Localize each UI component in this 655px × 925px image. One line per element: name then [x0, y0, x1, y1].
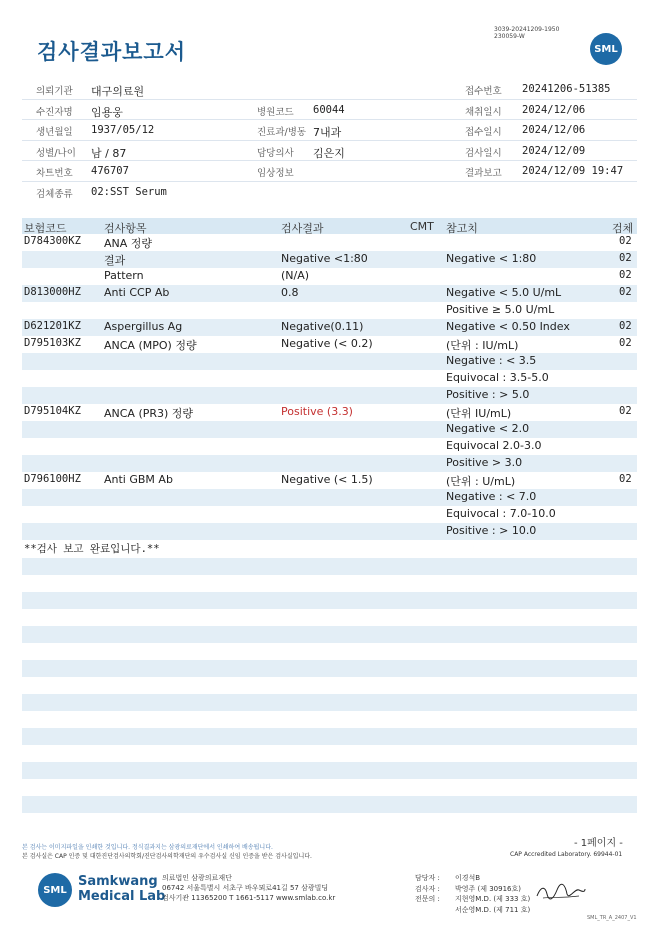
info-row [22, 79, 637, 100]
table-row [22, 268, 637, 285]
table-row [22, 302, 637, 319]
table-row [22, 438, 637, 455]
row-specimen: 02 [619, 235, 632, 247]
table-row [22, 353, 637, 370]
row-item: ANCA (PR3) 정량 [104, 407, 194, 420]
collect-date-label: 채취일시 [465, 106, 502, 118]
row-reference: Negative < 2.0 [446, 422, 530, 435]
accreditation-notice: 본 검사실은 CAP 인증 및 대한진단검사의학회/진단검사의학재단의 우수검사실 신임 인증을 받은 검사실입니다. [22, 853, 312, 860]
row-specimen: 02 [619, 286, 632, 298]
patient-label: 수진자명 [36, 106, 73, 118]
dept-value: 7내과 [313, 126, 342, 139]
address: 06742 서울특별시 서초구 바우뫼로41길 57 삼광빌딩 [162, 884, 329, 892]
lab-address [162, 873, 335, 903]
contact: 검사기관 11365200 T 1661-5117 www.smlab.co.kr [162, 894, 336, 902]
cap-accreditation: CAP Accredited Laboratory. 69944-01 [510, 851, 623, 858]
institution-label: 의뢰기관 [36, 86, 73, 97]
birth-value: 1937/05/12 [91, 124, 155, 136]
test-date-value: 2024/12/09 [522, 144, 586, 157]
info-row [22, 100, 637, 121]
info-row [22, 161, 637, 182]
row-reference: Negative : < 3.5 [446, 354, 537, 367]
dept-label: 진료과/병동 [257, 127, 307, 138]
row-item: Aspergillus Ag [104, 320, 183, 333]
form-code: SML_TR_A_2407_V1 [587, 915, 637, 921]
row-specimen: 02 [619, 252, 632, 264]
row-result: Negative <1:80 [281, 252, 368, 265]
row-reference: Negative < 0.50 Index [446, 320, 570, 333]
receipt-no-value: 20241206-51385 [522, 83, 611, 95]
row-item: Anti GBM Ab [104, 473, 173, 486]
row-code: **검사 보고 완료입니다.** [24, 543, 160, 555]
empty-rows [22, 558, 637, 830]
table-row [22, 336, 637, 353]
header-specimen: 검체 [612, 222, 634, 235]
table-row [22, 404, 637, 421]
brand-name: Samkwang Medical Lab [78, 874, 166, 904]
patient-info [22, 79, 637, 202]
row-item: ANCA (MPO) 정량 [104, 339, 197, 352]
empty-row [22, 592, 637, 609]
receipt-date-label: 접수일시 [465, 127, 502, 138]
report-date-value: 2024/12/09 19:47 [522, 165, 624, 177]
table-header [22, 218, 637, 234]
table-row [22, 370, 637, 387]
header-result: 검사결과 [281, 222, 324, 235]
info-row [22, 182, 637, 203]
info-row [22, 141, 637, 162]
clinical-label: 임상정보 [257, 168, 294, 179]
empty-row [22, 694, 637, 711]
row-specimen: 02 [619, 269, 632, 281]
table-row [22, 523, 637, 540]
sml-logo: SML [590, 33, 622, 65]
org-name: 의료법인 삼광의료재단 [162, 874, 232, 882]
ward-code-value: 60044 [313, 103, 345, 116]
empty-row [22, 660, 637, 677]
row-specimen: 02 [619, 320, 632, 332]
header-cmt: CMT [410, 220, 434, 233]
report-date-label: 결과보고 [465, 168, 502, 179]
row-reference: Positive : > 5.0 [446, 388, 530, 401]
row-reference: Equivocal 2.0-3.0 [446, 439, 542, 452]
specimen-value: 02:SST Serum [91, 185, 167, 198]
report-title: 검사결과보고서 [37, 40, 187, 64]
page-number: - 1페이지 - [574, 838, 623, 849]
institution-value: 대구의료원 [91, 85, 145, 98]
staff-list [415, 873, 530, 915]
specimen-label: 검체종류 [36, 188, 73, 200]
row-item: 결과 [104, 254, 126, 267]
row-result: Negative (< 1.5) [281, 473, 373, 486]
table-row [22, 472, 637, 489]
row-code: D795103KZ [24, 337, 81, 349]
table-row [22, 319, 637, 336]
birth-label: 생년월일 [36, 127, 73, 138]
row-specimen: 02 [619, 473, 632, 485]
table-row [22, 285, 637, 302]
table-row [22, 455, 637, 472]
row-code: D813000HZ [24, 286, 81, 298]
row-reference: Positive ≥ 5.0 U/mL [446, 303, 555, 316]
document-code: 3039-20241209-1950 230059-W [494, 26, 560, 40]
row-item: Pattern [104, 269, 144, 282]
row-specimen: 02 [619, 405, 632, 417]
staff-row: 서순영M.D. (제 711 호) [455, 905, 531, 914]
empty-row [22, 796, 637, 813]
sex-age-value: 남 / 87 [91, 146, 127, 160]
header-code: 보험코드 [24, 222, 67, 235]
ward-code-label: 병원코드 [257, 106, 294, 118]
row-reference: Equivocal : 3.5-5.0 [446, 371, 549, 384]
row-result: (N/A) [281, 269, 310, 282]
row-reference: (단위 IU/mL) [446, 407, 512, 420]
doctor-value: 김은지 [313, 146, 345, 160]
staff-row: 전문의 : 지현영M.D. (제 333 호) [415, 895, 531, 903]
receipt-date-value: 2024/12/06 [522, 124, 586, 136]
collect-date-value: 2024/12/06 [522, 103, 586, 116]
sml-logo-footer: SML [38, 873, 72, 907]
empty-row [22, 626, 637, 643]
row-reference: Positive > 3.0 [446, 456, 523, 469]
empty-row [22, 558, 637, 575]
row-specimen: 02 [619, 337, 632, 349]
table-row [22, 506, 637, 523]
table-row [22, 387, 637, 404]
row-result: Negative (< 0.2) [281, 337, 373, 350]
table-row [22, 489, 637, 506]
row-item: Anti CCP Ab [104, 286, 170, 299]
header-item: 검사항목 [104, 222, 147, 235]
chart-no-value: 476707 [91, 165, 129, 177]
sex-age-label: 성별/나이 [36, 147, 76, 159]
row-reference: Equivocal : 7.0-10.0 [446, 507, 556, 520]
row-reference: Negative < 1:80 [446, 252, 537, 265]
image-notice: 본 검사는 이미지파일을 인쇄한 것입니다. 정식결과지는 삼광의료재단에서 인쇄하여 배송됩니다. [22, 844, 273, 851]
table-body [22, 234, 637, 557]
row-result: Positive (3.3) [281, 405, 353, 418]
row-reference: Negative < 5.0 U/mL [446, 286, 562, 299]
table-row [22, 251, 637, 268]
staff-row: 담당자 : 이경석B [415, 874, 481, 882]
row-reference: Negative : < 7.0 [446, 490, 537, 503]
row-reference: (단위 : U/mL) [446, 475, 516, 488]
staff-row: 검사자 : 박영주 (제 30916호) [415, 884, 521, 893]
row-reference: (단위 : IU/mL) [446, 339, 519, 352]
header-ref: 참고치 [446, 222, 478, 235]
info-row [22, 120, 637, 141]
table-row [22, 421, 637, 438]
chart-no-label: 차트번호 [36, 168, 73, 179]
row-code: D795104KZ [24, 405, 81, 417]
row-reference: Positive : > 10.0 [446, 524, 537, 537]
empty-row [22, 728, 637, 745]
row-result: 0.8 [281, 286, 299, 299]
row-code: D621201KZ [24, 320, 81, 332]
table-row [22, 234, 637, 251]
row-result: Negative(0.11) [281, 320, 364, 333]
test-date-label: 검사일시 [465, 147, 502, 159]
results-table [22, 218, 637, 557]
row-code: D784300KZ [24, 235, 81, 247]
signature-image [535, 880, 587, 904]
row-code: D796100HZ [24, 473, 81, 485]
patient-value: 임용웅 [91, 105, 123, 119]
doctor-label: 담당의사 [257, 147, 294, 159]
receipt-no-label: 접수번호 [465, 86, 502, 97]
row-item: ANA 정량 [104, 237, 153, 250]
table-row [22, 540, 637, 557]
empty-row [22, 762, 637, 779]
